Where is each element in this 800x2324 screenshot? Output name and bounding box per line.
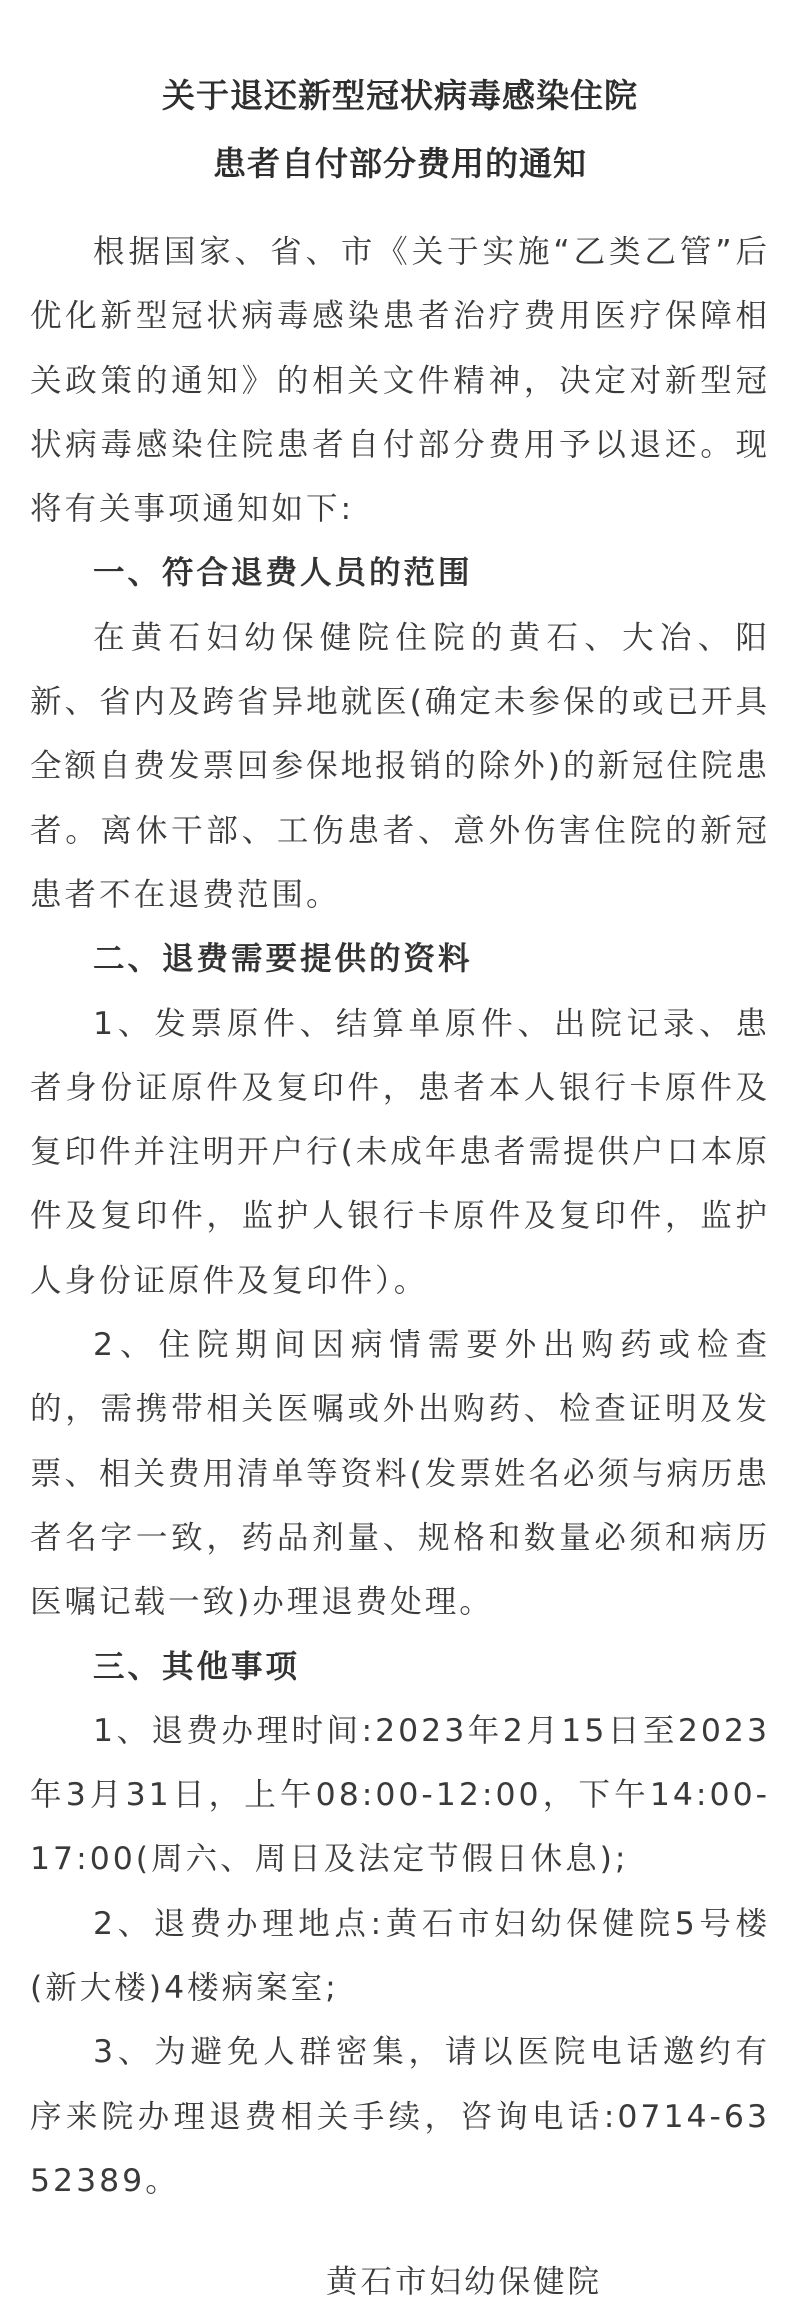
signature-hospital: 黄石市妇幼保健院 [326,2264,603,2300]
section3-item-3: 3、为避免人群密集，请以医院电话邀约有序来院办理退费相关手续，咨询电话:0714-6352389。 [30,2034,770,2199]
intro-paragraph: 根据国家、省、市《关于实施“乙类乙管”后优化新型冠状病毒感染患者治疗费用医疗保障相关政策的通知》的相关文件精神，决定对新型冠状病毒感染住院患者自付部分费用予以退还。现将有关事项通知如下: [30,234,770,528]
section3-heading: 三、其他事项 [93,1648,301,1685]
section3-item-2: 2、退费办理地点:黄石市妇幼保健院5号楼(新大楼)4楼病案室; [30,1905,770,2007]
section1-body: 在黄石妇幼保健院住院的黄石、大冶、阳新、省内及跨省异地就医(确定未参保的或已开具全额自费发票回参保地报销的除外)的新冠住院患者。离休干部、工伤患者、意外伤害住院的新冠患者不在退费范围。 [30,619,770,913]
section2-item-2: 2、住院期间因病情需要外出购药或检查的，需携带相关医嘱或外出购药、检查证明及发票、相关费用清单等资料(发票姓名必须与病历患者名字一致，药品剂量、规格和数量必须和病历医嘱记载一致)办理退费处理。 [30,1327,770,1621]
notice-title [30,62,770,198]
section3-item-1: 1、退费办理时间:2023年2月15日至2023年3月31日，上午08:00-12:00，下午14:00-17:00(周六、周日及法定节假日休息); [30,1712,770,1878]
title-line-2: 患者自付部分费用的通知 [213,144,587,183]
section2-item-1: 1、发票原件、结算单原件、出院记录、患者身份证原件及复印件，患者本人银行卡原件及复印件并注明开户行(未成年患者需提供户口本原件及复印件，监护人银行卡原件及复印件，监护人身份证原件及复印件）。 [30,1005,770,1299]
section1-heading: 一、符合退费人员的范围 [93,555,473,592]
section2-heading: 二、退费需要提供的资料 [93,941,473,978]
title-line-1: 关于退还新型冠状病毒感染住院 [162,76,638,115]
